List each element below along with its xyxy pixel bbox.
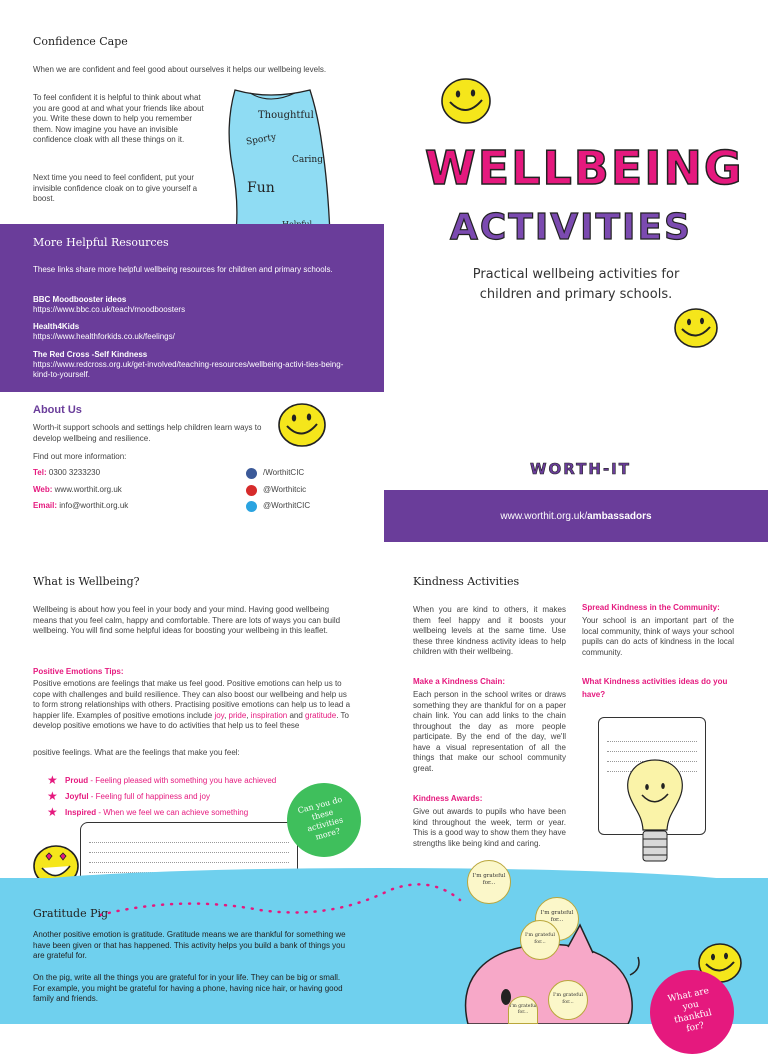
resource-name-bbc: BBC Moodbooster ideos [33,295,127,304]
confidence-cape-illustration [210,85,335,245]
gratitude-text-2: On the pig, write all the things you are grateful for in your life. They can be big or small. For example, you might be grateful for having a phone, having nice hair, or having good family and friends. [33,973,343,1003]
writing-line [89,833,289,843]
feeling-inspired-word: Inspired [65,808,97,817]
writing-line [607,732,697,742]
cape-word-sporty: Sporty [245,132,277,148]
tips-title [33,667,124,676]
feeling-proud [65,776,276,787]
grateful-coin: I'm grateful for... [535,897,579,941]
wellbeing-text: Wellbeing is about how you feel in your body and your mind. Having good wellbeing means that you feel calm, happy and comfortable. There are lots of ways you can build wellbeing. You will find some helpful ideas for boosting your wellbeing in this leaflet. [33,605,341,635]
confidence-title: Confidence Cape [33,35,128,48]
kindness-intro: When you are kind to others, it makes them feel happy and it boosts your wellbeing levels at the same time. Use these three kindness activity ideas to help children with their wellbeing. [413,605,566,656]
emotion-gratitude: gratitude [305,710,337,720]
awards-title-text: Kindness Awards: [413,794,483,803]
tips-text-b: . To develop positive emotions we have to do activities that help us to feel these [33,710,349,730]
emotion-joy: joy [214,710,225,720]
awards-text: Give out awards to pupils who have been kind throughout the week, term or year. This is a good way to show them they have strengths like being kind and caring. [413,807,566,848]
resources-title: More Helpful Resources [33,236,169,249]
tel-label: Tel: [33,468,47,477]
cover-title-wellbeing-text: WELLBEING [425,141,744,195]
social-pinterest[interactable]: @Worthitcic [263,485,307,494]
cape-word-caring: Caring [292,155,323,165]
wellbeing-title: What is Wellbeing? [33,575,140,588]
star-icon: ★ [47,773,58,787]
writing-line [607,742,697,752]
grateful-coin: I'm grateful for... [467,860,511,904]
resource-link-health4kids[interactable]: https://www.healthforkids.co.uk/feelings/ [33,332,175,341]
activities-bubble-text: Can you do these activities more? [296,794,345,842]
confidence-text-2: Next time you need to feel confident, put your invisible confidence cloak on to give yourself a boost. [33,173,198,203]
grateful-coin: I'm grateful for... [520,920,560,960]
smiley-icon [672,305,720,351]
cape-word-thoughtful: Thoughtful [258,110,314,121]
emotion-pride: pride [228,710,247,720]
footer-url-prefix: www.worthit.org.uk/ [500,511,588,522]
tips-and: and [287,710,306,720]
spread-title-text: Spread Kindness in the Community: [582,603,720,612]
tips-text: Positive emotions are feelings that make us feel good. Positive emotions can help us to cope with challenges and build resilience. They can also boost our wellbeing and help us to form strong relationships with others. Practising positive emotions can help us to lead a happier life. Examples of positive emotions include joy, pride, inspiration and gratitude. To develop positive emotions we have to do activities that help us to feel these [33,679,351,730]
about-find: Find out more information: [33,452,127,461]
resources-intro: These links share more helpful wellbeing resources for children and primary schools. [33,265,333,274]
chain-title [413,677,505,686]
social-facebook[interactable]: /WorthitCIC [263,468,305,477]
cover-subtitle-line-1: Practical wellbeing activities for [472,267,680,282]
gratitude-text-1: Another positive emotion is gratitude. Gratitude means we are thankful for something we have been given or that has happened. This activity helps you build a bank of things you are grateful for. [33,930,346,960]
feeling-joyful-desc: - Feeling full of happiness and joy [88,792,210,801]
cape-word-fun: Fun [247,180,275,196]
smiley-icon [436,75,496,127]
tips-text-a: Positive emotions are feelings that make us feel good. Positive emotions can help us to cope with challenges and build resilience. They can also boost our wellbeing and help us to form strong relationships with others. Practising positive emotions can help us to lead a happier life. Examples of positive emotions include [33,679,351,720]
grateful-coin: I'm grateful for... [548,980,588,1020]
resource-name-redcross: The Red Cross -Self Kindness [33,350,148,359]
feeling-inspired-desc: - When we feel we can achieve something [96,808,249,817]
cover-subtitle [384,265,768,305]
tel-value[interactable]: 0300 3233230 [48,468,101,477]
feeling-inspired [65,808,248,819]
star-icon: ★ [47,789,58,803]
email-value[interactable]: info@worthit.org.uk [59,501,129,510]
writing-line [89,853,289,863]
contact-email [33,501,128,512]
writing-line [89,843,289,853]
spread-text: Your school is an important part of the local community, think of ways your school pupils can do acts of kindness in the local community. [582,616,734,657]
feeling-joyful [65,792,210,803]
contact-tel [33,468,100,479]
grateful-coin: I'm grateful for... [508,996,538,1024]
tips-text-c: positive feelings. What are the feelings that make you feel: [33,748,240,757]
confidence-text-1: To feel confident it is helpful to think about what you are good at and what your friends like about you. Write these down to help you remember them. Now imagine you have an invisible confidence cloak with all these things on it. [33,93,204,144]
kindness-title: Kindness Activities [413,575,520,588]
kindness-question-text: What Kindness activities ideas do you have? [582,677,728,699]
tips-title-text: Positive Emotions Tips: [33,667,124,676]
twitter-icon [246,501,257,512]
cover-title-wellbeing [425,140,744,196]
thankful-bubble-text: What are you thankful for? [666,986,713,1035]
email-label: Email: [33,501,58,510]
chain-title-text: Make a Kindness Chain: [413,677,506,686]
pinterest-icon [246,485,257,496]
about-text: Worth-it support schools and settings help children learn ways to develop wellbeing and resilience. [33,423,262,443]
contact-web [33,485,122,496]
web-label: Web: [33,485,53,494]
emotion-inspiration: inspiration [250,710,288,720]
cover-footer-url[interactable] [384,511,768,522]
about-title: About Us [33,404,82,416]
facebook-icon [246,468,257,479]
spread-title [582,603,720,612]
kindness-question [582,675,734,701]
feeling-proud-word: Proud [65,776,89,785]
feeling-joyful-word: Joyful [65,792,89,801]
resource-name-health4kids: Health4Kids [33,322,80,331]
star-icon: ★ [47,805,58,819]
resource-link-bbc[interactable]: https://www.bbc.co.uk/teach/moodboosters [33,305,186,314]
worthit-logo: WORTH-IT [530,460,631,478]
confidence-intro: When we are confident and feel good about ourselves it helps our wellbeing levels. [33,65,327,74]
gratitude-title: Gratitude Pig [33,907,109,920]
awards-title [413,794,482,803]
chain-text: Each person in the school writes or draws something they are thankful for on a paper chain link. You can add links to the chain throughout the day as more people participate. By the end of the day, we'll have a visual representation of all the things that make our school community great. [413,690,566,773]
cover-subtitle-line-2: children and primary schools. [479,287,673,302]
cover-title-activities [450,205,692,251]
lightbulb-icon [620,755,690,875]
smiley-icon [275,400,329,450]
footer-url-bold: ambassadors [587,511,652,522]
resource-link-redcross[interactable]: https://www.redcross.org.uk/get-involved/teaching-resources/wellbeing-activi-ties-being-kind-to-yourself. [33,360,344,379]
web-value[interactable]: www.worthit.org.uk [54,485,122,494]
feeling-proud-desc: - Feeling pleased with something you have achieved [88,776,277,785]
social-twitter[interactable]: @WorthitCIC [263,501,311,510]
cover-title-activities-text: ACTIVITIES [450,207,692,248]
